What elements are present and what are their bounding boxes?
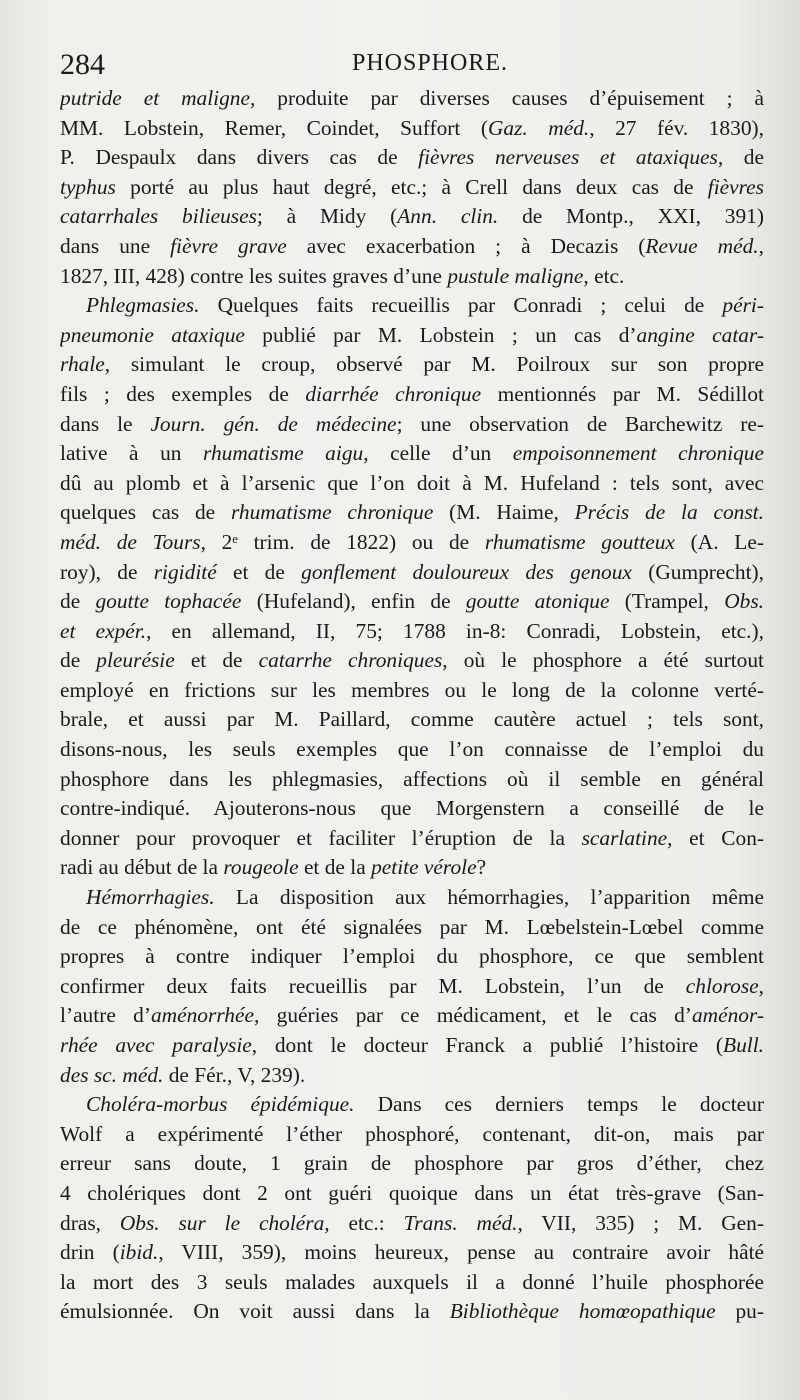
text-segment: contre-indiqué. Ajouterons-nous que Morgenstern a conseillé de le (60, 796, 764, 821)
text-segment: (M. Haime, (433, 500, 575, 525)
text-segment: Wolf a expérimenté l’éther phosphoré, contenant, dit-on, mais par (60, 1121, 764, 1146)
text-segment: , dont le docteur Franck a publié l’histoire ( (251, 1033, 723, 1057)
text-line (60, 676, 764, 706)
text-segment: disons-nous, les seuls exemples que l’on connaisse de l’emploi du (60, 737, 764, 762)
italic-text: et expér. (60, 618, 147, 643)
text-line (60, 262, 764, 292)
italic-text: pneumonie ataxique (60, 322, 245, 347)
italic-text: pustule maligne (447, 263, 584, 288)
text-line (60, 646, 764, 676)
text-segment: confirmer deux faits recueillis par M. Lobstein, l’un de (60, 973, 686, 998)
text-line (60, 913, 764, 943)
text-segment: , VII, 335) ; M. Gen- (517, 1210, 764, 1235)
italic-text: Obs. (724, 589, 764, 614)
text-segment: quelques cas de (60, 500, 231, 525)
text-line (60, 84, 764, 114)
text-segment: de Fér., V, 239). (163, 1062, 306, 1087)
text-segment: drin ( (60, 1240, 120, 1265)
text-segment: dras, (60, 1210, 120, 1235)
text-line (60, 1238, 764, 1268)
text-line (60, 380, 764, 410)
italic-text: Revue méd. (645, 233, 759, 258)
italic-text: Phlegmasies. (86, 293, 200, 318)
italic-text: pleurésie (96, 648, 175, 673)
italic-text: angine catar- (636, 322, 764, 347)
text-line (60, 173, 764, 203)
text-segment: , simulant le croup, observé par M. Poilroux sur son propre (104, 352, 764, 377)
italic-text: des sc. méd. (60, 1062, 164, 1087)
italic-text: Journ. gén. de médecine (150, 411, 397, 436)
text-line (60, 498, 764, 528)
text-segment: , etc. (583, 263, 625, 288)
text-segment: roy), de (60, 559, 154, 584)
text-segment: 4 cholériques dont 2 ont guéri quoique dans un état très-grave (San- (60, 1180, 764, 1205)
italic-text: Obs. sur le choléra (119, 1210, 325, 1235)
text-segment: Quelques faits recueillis par Conradi ; celui de (199, 293, 723, 318)
text-line (60, 1179, 764, 1209)
text-segment: brale, et aussi par M. Paillard, comme cautère actuel ; tels sont, (60, 707, 764, 732)
text-line (60, 1031, 764, 1061)
text-line (60, 114, 764, 144)
text-segment: 1827, III, 428) contre les suites graves d’une (60, 263, 448, 288)
text-segment: Dans ces derniers temps le docteur (354, 1092, 764, 1117)
italic-text: aménor- (691, 1003, 764, 1028)
text-line (60, 705, 764, 735)
body-text (60, 84, 764, 1327)
italic-text: empoisonnement chronique (512, 441, 764, 466)
text-segment: donner pour provoquer et faciliter l’éruption de la (60, 825, 582, 850)
text-line (60, 765, 764, 795)
italic-text: rigidité (153, 559, 217, 584)
text-segment: de ce phénomène, ont été signalées par M. Lœbelstein-Lœbel comme (60, 914, 764, 939)
italic-text: putride et maligne (60, 86, 250, 110)
text-segment: phosphore dans les phlegmasies, affections où il semble en général (60, 766, 764, 791)
italic-text: aménorrhée (150, 1003, 254, 1028)
text-segment: mentionnés par M. Sédillot (481, 381, 764, 406)
page-header (60, 48, 760, 88)
text-line (60, 1061, 764, 1091)
italic-text: diarrhée chronique (305, 381, 482, 406)
text-line (60, 469, 764, 499)
text-segment: radi au début de la (60, 855, 224, 880)
text-line (60, 1090, 764, 1120)
text-line (60, 794, 764, 824)
text-segment: émulsionnée. On voit aussi dans la (60, 1299, 450, 1324)
italic-text: rhale (60, 352, 105, 377)
text-segment: , où le phosphore a été surtout (442, 648, 764, 673)
text-segment: et de la (298, 855, 372, 880)
italic-text: Bibliothèque homœopathique (449, 1299, 716, 1324)
text-segment: de Montp., XXI, 391) (498, 204, 764, 229)
text-segment: ; une observation de Barchewitz re- (396, 411, 764, 436)
italic-text: Hémorrhagies. (86, 885, 215, 910)
italic-text: Bull. (723, 1033, 764, 1057)
text-line (60, 1120, 764, 1150)
text-line (60, 143, 764, 173)
text-line (60, 1297, 764, 1327)
italic-text: rhumatisme aigu (203, 441, 364, 466)
text-line (60, 1001, 764, 1031)
page-number: 284 (60, 48, 105, 81)
text-segment: (Hufeland), enfin de (241, 589, 466, 614)
italic-text: typhus (60, 174, 116, 199)
text-line (60, 321, 764, 351)
text-line (60, 558, 764, 588)
text-segment: , et Con- (667, 825, 764, 850)
text-line (60, 1149, 764, 1179)
italic-text: goutte atonique (465, 589, 610, 614)
text-segment: et de (174, 648, 259, 673)
text-line (60, 972, 764, 1002)
italic-text: gonflement douloureux des genoux (301, 559, 632, 584)
text-segment: erreur sans doute, 1 grain de phosphore par gros d’éther, chez (60, 1151, 764, 1176)
italic-text: Gaz. méd. (487, 115, 590, 140)
text-line (60, 439, 764, 469)
text-segment: , produite par diverses causes d’épuisement ; à (250, 86, 764, 110)
italic-text: fièvres (707, 174, 764, 199)
text-line (60, 883, 764, 913)
italic-text: rhée avec paralysie (60, 1033, 252, 1057)
text-segment: employé en frictions sur les membres ou le long de la colonne verté- (60, 677, 764, 702)
italic-text: fièvres nerveuses et ataxiques (418, 145, 718, 170)
text-segment: MM. Lobstein, Remer, Coindet, Suffort ( (60, 115, 488, 140)
text-line (60, 735, 764, 765)
text-segment: et de (216, 559, 302, 584)
text-segment: , (758, 233, 764, 258)
text-segment: dans une (60, 233, 171, 258)
text-segment: , etc.: (324, 1210, 404, 1235)
text-line (60, 528, 764, 558)
text-segment: propres à contre indiquer l’emploi du phosphore, ce que semblent (60, 944, 764, 969)
italic-text: Choléra-morbus épidémique. (86, 1092, 355, 1117)
text-line (60, 202, 764, 232)
text-line (60, 853, 764, 883)
text-segment: porté au plus haut degré, etc.; à Crell dans deux cas de (115, 174, 708, 199)
italic-text: ibid. (119, 1240, 159, 1265)
text-segment: la mort des 3 seuls malades auxquels il a donné l’huile phosphorée (60, 1269, 764, 1294)
italic-text: Trans. méd. (403, 1210, 518, 1235)
italic-text: méd. de Tours (60, 529, 201, 554)
italic-text: chlorose (685, 973, 759, 998)
italic-text: catarrhe chroniques (258, 648, 443, 673)
text-segment: de (60, 589, 96, 614)
italic-text: petite vérole (371, 855, 477, 880)
text-line (60, 410, 764, 440)
text-segment: lative à un (60, 441, 204, 466)
italic-text: rhumatisme goutteux (484, 529, 675, 554)
text-segment: , celle d’un (363, 441, 513, 466)
text-segment: de (60, 648, 97, 673)
text-line (60, 587, 764, 617)
text-segment: pu- (715, 1299, 764, 1324)
italic-text: Précis de la const. (574, 500, 764, 525)
text-line (60, 291, 764, 321)
italic-text: fièvre grave (170, 233, 287, 258)
text-line (60, 1268, 764, 1298)
text-segment: dû au plomb et à l’arsenic que l’on doit à M. Hufeland : tels sont, avec (60, 470, 764, 495)
text-line (60, 942, 764, 972)
text-segment: , (758, 973, 764, 998)
text-segment: P. Despaulx dans divers cas de (60, 145, 419, 170)
text-segment: (Gumprecht), (631, 559, 764, 584)
text-line (60, 1209, 764, 1239)
text-segment: La disposition aux hémorrhagies, l’apparition même (214, 885, 764, 910)
text-segment: , de (717, 145, 764, 170)
text-segment: , VIII, 359), moins heureux, pense au contraire avoir hâté (158, 1240, 764, 1265)
text-segment: , en allemand, II, 75; 1788 in-8: Conradi, Lobstein, etc.), (146, 618, 764, 643)
text-segment: ; à Midy ( (256, 204, 398, 229)
text-segment: , guéries par ce médicament, et le cas d’ (253, 1003, 692, 1028)
italic-text: Ann. clin. (397, 204, 499, 229)
running-title: PHOSPHORE. (351, 50, 509, 76)
italic-text: rhumatisme chronique (230, 500, 434, 525)
text-line (60, 350, 764, 380)
text-segment: , 27 fév. 1830), (589, 115, 764, 140)
text-segment: , 2ᵉ trim. de 1822) ou de (200, 529, 485, 554)
text-line (60, 232, 764, 262)
italic-text: rougeole (223, 855, 299, 880)
text-line (60, 617, 764, 647)
text-segment: dans le (60, 411, 151, 436)
text-line (60, 824, 764, 854)
text-segment: publié par M. Lobstein ; un cas d’ (244, 322, 637, 347)
text-segment: fils ; des exemples de (60, 381, 306, 406)
text-segment: l’autre d’ (60, 1003, 151, 1028)
text-segment: (Trampel, (609, 589, 725, 614)
italic-text: péri- (722, 293, 764, 318)
italic-text: goutte tophacée (95, 589, 242, 614)
text-segment: (A. Le- (674, 529, 764, 554)
italic-text: catarrhales bilieuses (60, 204, 257, 229)
text-segment: avec exacerbation ; à Decazis ( (286, 233, 646, 258)
text-segment: ? (476, 855, 487, 880)
italic-text: scarlatine (581, 825, 668, 850)
